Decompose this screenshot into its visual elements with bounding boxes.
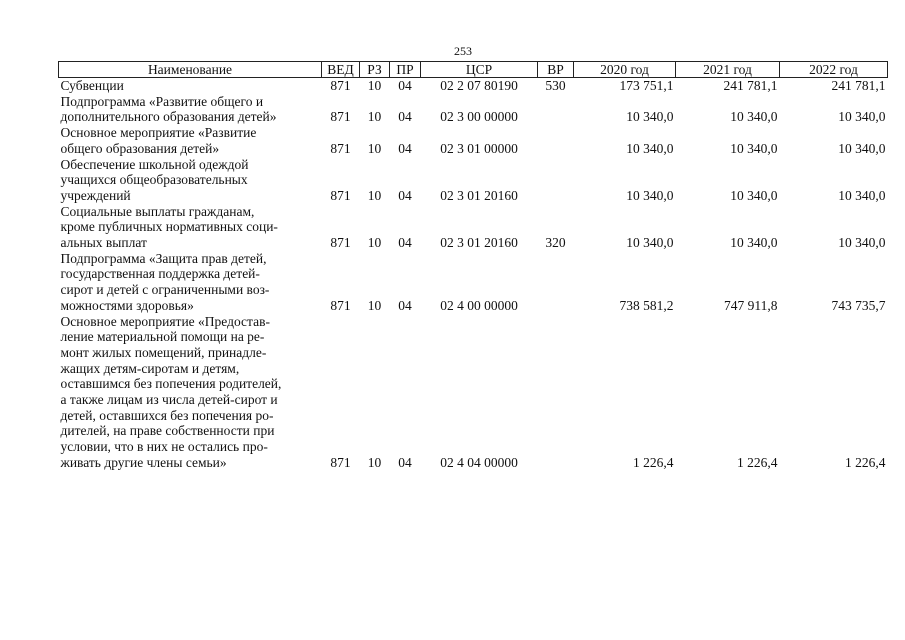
col-header-vr: ВР xyxy=(538,62,574,78)
row-name: Основное мероприятие «Развитие общего образования детей» xyxy=(60,125,257,156)
row-2022: 10 340,0 xyxy=(838,140,886,156)
row-vr xyxy=(538,314,574,471)
table-header-row xyxy=(59,62,888,78)
row-ved: 871 xyxy=(330,297,351,313)
row-2021: 10 340,0 xyxy=(730,235,778,251)
col-header-csr: ЦСР xyxy=(421,62,538,78)
row-vr xyxy=(538,157,574,204)
row-ved: 871 xyxy=(330,140,351,156)
page-number: 253 xyxy=(454,44,472,58)
row-csr: 02 2 07 80190 xyxy=(440,78,518,93)
table-row xyxy=(59,78,888,94)
row-2021: 10 340,0 xyxy=(730,140,778,156)
table-row xyxy=(59,94,888,125)
row-csr: 02 4 00 00000 xyxy=(440,297,518,313)
row-2021: 241 781,1 xyxy=(723,78,778,93)
row-rz: 10 xyxy=(367,109,382,125)
row-ved: 871 xyxy=(330,235,351,251)
row-vr xyxy=(538,251,574,314)
row-2022: 10 340,0 xyxy=(838,235,886,251)
row-name: Подпрограмма «Развитие общего и дополнительного образования детей» xyxy=(60,93,277,125)
row-pr: 04 xyxy=(398,297,412,313)
row-2020: 10 340,0 xyxy=(626,235,674,251)
row-ved: 871 xyxy=(330,109,351,125)
row-2022: 1 226,4 xyxy=(845,454,886,470)
row-2020: 10 340,0 xyxy=(626,187,674,203)
table-row xyxy=(59,157,888,204)
row-ved: 871 xyxy=(330,78,351,93)
col-header-2021: 2021 год xyxy=(676,62,780,78)
row-name: Основное мероприятие «Предостав- ление материальной помощи на ре- монт жилых помещений, принадле- жащих детям-сиротам и детям, оставшимся без попечения родителей, а также лицам из числа детей-сирот и детей, оставшихся без попечения ро- дителей, на праве собственности при условии, что в них не остались про- живать другие члены семьи» xyxy=(60,313,282,470)
col-header-name: Наименование xyxy=(59,62,322,78)
row-csr: 02 3 01 20160 xyxy=(440,187,518,203)
row-csr: 02 3 01 00000 xyxy=(440,140,518,156)
row-rz: 10 xyxy=(367,297,382,313)
row-vr: 320 xyxy=(545,235,566,251)
row-2022: 10 340,0 xyxy=(838,109,886,125)
col-header-rz: РЗ xyxy=(360,62,390,78)
col-header-ved: ВЕД xyxy=(322,62,360,78)
row-2021: 1 226,4 xyxy=(737,454,778,470)
row-csr: 02 3 00 00000 xyxy=(440,109,518,125)
row-rz: 10 xyxy=(367,235,382,251)
row-2021: 10 340,0 xyxy=(730,109,778,125)
row-name: Подпрограмма «Защита прав детей, государственная поддержка детей- сирот и детей с ограниченными воз- можностями здоровья» xyxy=(60,250,270,313)
row-vr xyxy=(538,94,574,125)
col-header-2022: 2022 год xyxy=(780,62,888,78)
row-2020: 10 340,0 xyxy=(626,109,674,125)
row-pr: 04 xyxy=(398,109,412,125)
row-pr: 04 xyxy=(398,78,412,93)
row-rz: 10 xyxy=(367,454,382,470)
table-row xyxy=(59,314,888,471)
row-ved: 871 xyxy=(330,454,351,470)
row-2022: 743 735,7 xyxy=(831,297,886,313)
row-name: Субвенции xyxy=(60,78,124,93)
row-pr: 04 xyxy=(398,187,412,203)
row-name: Обеспечение школьной одеждой учащихся общеобразовательных учреждений xyxy=(60,156,249,203)
table-row xyxy=(59,204,888,251)
row-rz: 10 xyxy=(367,140,382,156)
row-2020: 173 751,1 xyxy=(619,78,674,93)
row-csr: 02 3 01 20160 xyxy=(440,235,518,251)
row-csr: 02 4 04 00000 xyxy=(440,454,518,470)
row-rz: 10 xyxy=(367,187,382,203)
table-row xyxy=(59,251,888,314)
row-ved: 871 xyxy=(330,187,351,203)
row-2022: 241 781,1 xyxy=(831,78,886,93)
row-vr: 530 xyxy=(545,78,566,93)
row-name: Социальные выплаты гражданам, кроме публичных нормативных соци- альных выплат xyxy=(60,203,278,251)
row-2020: 738 581,2 xyxy=(619,297,674,313)
row-2022: 10 340,0 xyxy=(838,187,886,203)
budget-table xyxy=(58,61,888,471)
table-row xyxy=(59,125,888,156)
row-pr: 04 xyxy=(398,454,412,470)
row-2021: 10 340,0 xyxy=(730,187,778,203)
col-header-2020: 2020 год xyxy=(574,62,676,78)
row-2021: 747 911,8 xyxy=(724,297,778,313)
row-2020: 10 340,0 xyxy=(626,140,674,156)
row-vr xyxy=(538,125,574,156)
row-pr: 04 xyxy=(398,235,412,251)
row-pr: 04 xyxy=(398,140,412,156)
row-rz: 10 xyxy=(367,78,382,93)
col-header-pr: ПР xyxy=(390,62,421,78)
row-2020: 1 226,4 xyxy=(633,454,674,470)
